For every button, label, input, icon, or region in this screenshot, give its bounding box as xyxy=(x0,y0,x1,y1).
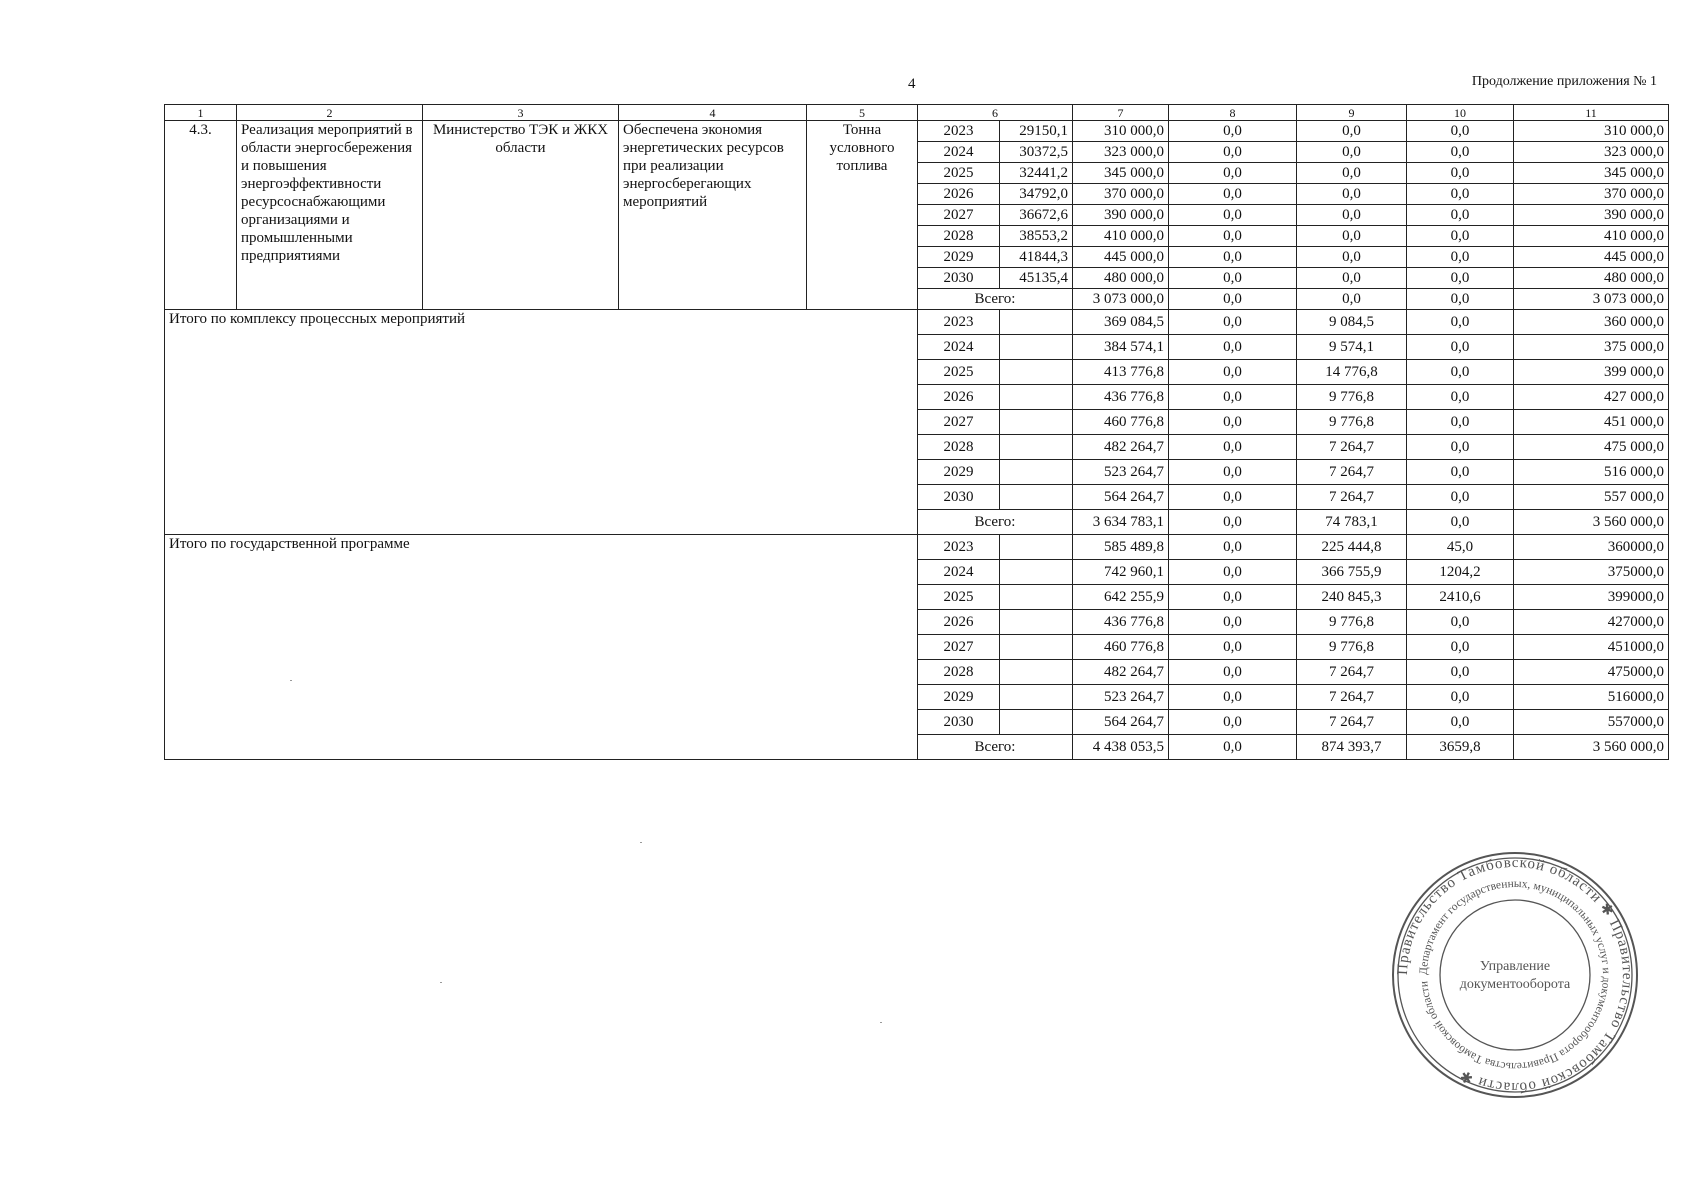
federal-funding-cell: 0,0 xyxy=(1169,560,1297,585)
total-funding-cell: 3 634 783,1 xyxy=(1073,510,1169,535)
regional-funding-cell: 0,0 xyxy=(1297,226,1407,247)
year-cell: 2030 xyxy=(918,710,1000,735)
extra-budget-cell: 310 000,0 xyxy=(1514,121,1669,142)
total-label: Всего: xyxy=(918,735,1073,760)
table-body xyxy=(165,105,1669,760)
total-funding-cell: 323 000,0 xyxy=(1073,142,1169,163)
indicator-cell: 41844,3 xyxy=(1000,247,1073,268)
year-cell: 2025 xyxy=(918,585,1000,610)
extra-budget-cell: 557 000,0 xyxy=(1514,485,1669,510)
year-cell: 2029 xyxy=(918,247,1000,268)
extra-budget-cell: 3 560 000,0 xyxy=(1514,735,1669,760)
federal-funding-cell: 0,0 xyxy=(1169,226,1297,247)
stamp-center-line1: Управление xyxy=(1479,959,1551,974)
local-funding-cell: 0,0 xyxy=(1407,205,1514,226)
local-funding-cell: 0,0 xyxy=(1407,635,1514,660)
federal-funding-cell: 0,0 xyxy=(1169,335,1297,360)
federal-funding-cell: 0,0 xyxy=(1169,184,1297,205)
column-number-2: 2 xyxy=(237,105,423,121)
total-funding-cell: 4 438 053,5 xyxy=(1073,735,1169,760)
year-cell: 2024 xyxy=(918,560,1000,585)
regional-funding-cell: 9 574,1 xyxy=(1297,335,1407,360)
regional-funding-cell: 874 393,7 xyxy=(1297,735,1407,760)
federal-funding-cell: 0,0 xyxy=(1169,121,1297,142)
empty-indicator-cell xyxy=(1000,710,1073,735)
extra-budget-cell: 399000,0 xyxy=(1514,585,1669,610)
local-funding-cell: 0,0 xyxy=(1407,121,1514,142)
federal-funding-cell: 0,0 xyxy=(1169,435,1297,460)
local-funding-cell: 0,0 xyxy=(1407,226,1514,247)
measure-name: Реализация мероприятий в области энергосбережения и повышения энергоэффективности ресурсоснабжающими организациями и промышленными предприятиями xyxy=(237,121,423,310)
empty-indicator-cell xyxy=(1000,635,1073,660)
year-cell: 2027 xyxy=(918,205,1000,226)
stamp-center-line2: документооборота xyxy=(1459,977,1571,992)
stamp-outer-text: Правительство Тамбовской области ✱ Правительство Тамбовской области ✱ xyxy=(1394,854,1636,1096)
year-cell: 2026 xyxy=(918,610,1000,635)
regional-funding-cell: 14 776,8 xyxy=(1297,360,1407,385)
column-number-6: 6 xyxy=(918,105,1073,121)
federal-funding-cell: 0,0 xyxy=(1169,410,1297,435)
empty-indicator-cell xyxy=(1000,385,1073,410)
empty-indicator-cell xyxy=(1000,410,1073,435)
stamp-inner-ring xyxy=(1440,900,1590,1050)
extra-budget-cell: 516 000,0 xyxy=(1514,460,1669,485)
local-funding-cell: 0,0 xyxy=(1407,385,1514,410)
regional-funding-cell: 0,0 xyxy=(1297,142,1407,163)
scan-speck xyxy=(880,1022,882,1023)
local-funding-cell: 0,0 xyxy=(1407,685,1514,710)
total-funding-cell: 482 264,7 xyxy=(1073,435,1169,460)
empty-indicator-cell xyxy=(1000,685,1073,710)
total-label: Всего: xyxy=(918,510,1073,535)
year-cell: 2026 xyxy=(918,184,1000,205)
federal-funding-cell: 0,0 xyxy=(1169,385,1297,410)
extra-budget-cell: 451 000,0 xyxy=(1514,410,1669,435)
page-number: 4 xyxy=(908,76,916,92)
federal-funding-cell: 0,0 xyxy=(1169,289,1297,310)
column-number-row xyxy=(165,105,1669,121)
local-funding-cell: 1204,2 xyxy=(1407,560,1514,585)
local-funding-cell: 0,0 xyxy=(1407,163,1514,184)
extra-budget-cell: 3 073 000,0 xyxy=(1514,289,1669,310)
extra-budget-cell: 345 000,0 xyxy=(1514,163,1669,184)
regional-funding-cell: 0,0 xyxy=(1297,121,1407,142)
total-funding-cell: 642 255,9 xyxy=(1073,585,1169,610)
local-funding-cell: 45,0 xyxy=(1407,535,1514,560)
year-cell: 2027 xyxy=(918,410,1000,435)
regional-funding-cell: 7 264,7 xyxy=(1297,435,1407,460)
local-funding-cell: 0,0 xyxy=(1407,335,1514,360)
indicator-cell: 36672,6 xyxy=(1000,205,1073,226)
regional-funding-cell: 74 783,1 xyxy=(1297,510,1407,535)
federal-funding-cell: 0,0 xyxy=(1169,163,1297,184)
column-number-8: 8 xyxy=(1169,105,1297,121)
year-cell: 2023 xyxy=(918,310,1000,335)
column-number-4: 4 xyxy=(619,105,807,121)
column-number-10: 10 xyxy=(1407,105,1514,121)
year-cell: 2027 xyxy=(918,635,1000,660)
regional-funding-cell: 7 264,7 xyxy=(1297,460,1407,485)
extra-budget-cell: 3 560 000,0 xyxy=(1514,510,1669,535)
total-funding-cell: 345 000,0 xyxy=(1073,163,1169,184)
federal-funding-cell: 0,0 xyxy=(1169,310,1297,335)
year-cell: 2030 xyxy=(918,485,1000,510)
extra-budget-cell: 390 000,0 xyxy=(1514,205,1669,226)
extra-budget-cell: 451000,0 xyxy=(1514,635,1669,660)
empty-indicator-cell xyxy=(1000,310,1073,335)
extra-budget-cell: 445 000,0 xyxy=(1514,247,1669,268)
budget-table xyxy=(164,104,1669,760)
regional-funding-cell: 9 776,8 xyxy=(1297,385,1407,410)
indicator-cell: 45135,4 xyxy=(1000,268,1073,289)
total-funding-cell: 523 264,7 xyxy=(1073,685,1169,710)
scan-speck xyxy=(440,982,442,983)
federal-funding-cell: 0,0 xyxy=(1169,710,1297,735)
total-funding-cell: 460 776,8 xyxy=(1073,635,1169,660)
program-total-title: Итого по государственной программе xyxy=(165,535,918,760)
local-funding-cell: 0,0 xyxy=(1407,184,1514,205)
year-cell: 2026 xyxy=(918,385,1000,410)
extra-budget-cell: 427000,0 xyxy=(1514,610,1669,635)
regional-funding-cell: 7 264,7 xyxy=(1297,660,1407,685)
empty-indicator-cell xyxy=(1000,585,1073,610)
total-funding-cell: 310 000,0 xyxy=(1073,121,1169,142)
measure-row xyxy=(165,121,1669,142)
measure-result: Обеспечена экономия энергетических ресурсов при реализации энергосберегающих мероприятий xyxy=(619,121,807,310)
extra-budget-cell: 360 000,0 xyxy=(1514,310,1669,335)
extra-budget-cell: 475000,0 xyxy=(1514,660,1669,685)
total-label: Всего: xyxy=(918,289,1073,310)
federal-funding-cell: 0,0 xyxy=(1169,460,1297,485)
regional-funding-cell: 0,0 xyxy=(1297,205,1407,226)
regional-funding-cell: 9 776,8 xyxy=(1297,635,1407,660)
total-funding-cell: 445 000,0 xyxy=(1073,247,1169,268)
federal-funding-cell: 0,0 xyxy=(1169,247,1297,268)
local-funding-cell: 0,0 xyxy=(1407,360,1514,385)
total-funding-cell: 436 776,8 xyxy=(1073,385,1169,410)
total-funding-cell: 742 960,1 xyxy=(1073,560,1169,585)
local-funding-cell: 3659,8 xyxy=(1407,735,1514,760)
federal-funding-cell: 0,0 xyxy=(1169,510,1297,535)
extra-budget-cell: 516000,0 xyxy=(1514,685,1669,710)
extra-budget-cell: 557000,0 xyxy=(1514,710,1669,735)
extra-budget-cell: 410 000,0 xyxy=(1514,226,1669,247)
column-number-9: 9 xyxy=(1297,105,1407,121)
local-funding-cell: 0,0 xyxy=(1407,460,1514,485)
empty-indicator-cell xyxy=(1000,535,1073,560)
empty-indicator-cell xyxy=(1000,335,1073,360)
total-funding-cell: 523 264,7 xyxy=(1073,460,1169,485)
total-funding-cell: 564 264,7 xyxy=(1073,485,1169,510)
year-cell: 2029 xyxy=(918,460,1000,485)
total-funding-cell: 384 574,1 xyxy=(1073,335,1169,360)
extra-budget-cell: 480 000,0 xyxy=(1514,268,1669,289)
indicator-cell: 38553,2 xyxy=(1000,226,1073,247)
federal-funding-cell: 0,0 xyxy=(1169,735,1297,760)
year-cell: 2030 xyxy=(918,268,1000,289)
column-number-5: 5 xyxy=(807,105,918,121)
empty-indicator-cell xyxy=(1000,560,1073,585)
year-cell: 2023 xyxy=(918,535,1000,560)
column-number-7: 7 xyxy=(1073,105,1169,121)
regional-funding-cell: 0,0 xyxy=(1297,289,1407,310)
indicator-cell: 34792,0 xyxy=(1000,184,1073,205)
local-funding-cell: 0,0 xyxy=(1407,289,1514,310)
federal-funding-cell: 0,0 xyxy=(1169,535,1297,560)
regional-funding-cell: 9 084,5 xyxy=(1297,310,1407,335)
indicator-cell: 30372,5 xyxy=(1000,142,1073,163)
measure-unit: Тонна условного топлива xyxy=(807,121,918,310)
extra-budget-cell: 399 000,0 xyxy=(1514,360,1669,385)
empty-indicator-cell xyxy=(1000,485,1073,510)
total-funding-cell: 410 000,0 xyxy=(1073,226,1169,247)
empty-indicator-cell xyxy=(1000,660,1073,685)
year-cell: 2025 xyxy=(918,163,1000,184)
local-funding-cell: 0,0 xyxy=(1407,485,1514,510)
regional-funding-cell: 240 845,3 xyxy=(1297,585,1407,610)
total-funding-cell: 369 084,5 xyxy=(1073,310,1169,335)
federal-funding-cell: 0,0 xyxy=(1169,610,1297,635)
extra-budget-cell: 323 000,0 xyxy=(1514,142,1669,163)
regional-funding-cell: 0,0 xyxy=(1297,184,1407,205)
indicator-cell: 32441,2 xyxy=(1000,163,1073,184)
local-funding-cell: 0,0 xyxy=(1407,435,1514,460)
column-number-3: 3 xyxy=(423,105,619,121)
total-funding-cell: 370 000,0 xyxy=(1073,184,1169,205)
scan-speck xyxy=(290,680,292,681)
column-number-1: 1 xyxy=(165,105,237,121)
empty-indicator-cell xyxy=(1000,610,1073,635)
measure-responsible: Министерство ТЭК и ЖКХ области xyxy=(423,121,619,310)
extra-budget-cell: 475 000,0 xyxy=(1514,435,1669,460)
federal-funding-cell: 0,0 xyxy=(1169,635,1297,660)
regional-funding-cell: 9 776,8 xyxy=(1297,610,1407,635)
regional-funding-cell: 0,0 xyxy=(1297,247,1407,268)
federal-funding-cell: 0,0 xyxy=(1169,205,1297,226)
total-funding-cell: 3 073 000,0 xyxy=(1073,289,1169,310)
continuation-label: Продолжение приложения № 1 xyxy=(1471,74,1657,89)
total-funding-cell: 413 776,8 xyxy=(1073,360,1169,385)
local-funding-cell: 0,0 xyxy=(1407,510,1514,535)
regional-funding-cell: 7 264,7 xyxy=(1297,685,1407,710)
complex-total-row xyxy=(165,310,1669,335)
extra-budget-cell: 375000,0 xyxy=(1514,560,1669,585)
year-cell: 2024 xyxy=(918,142,1000,163)
local-funding-cell: 0,0 xyxy=(1407,710,1514,735)
regional-funding-cell: 7 264,7 xyxy=(1297,485,1407,510)
extra-budget-cell: 360000,0 xyxy=(1514,535,1669,560)
federal-funding-cell: 0,0 xyxy=(1169,585,1297,610)
empty-indicator-cell xyxy=(1000,360,1073,385)
total-funding-cell: 564 264,7 xyxy=(1073,710,1169,735)
empty-indicator-cell xyxy=(1000,460,1073,485)
federal-funding-cell: 0,0 xyxy=(1169,660,1297,685)
extra-budget-cell: 427 000,0 xyxy=(1514,385,1669,410)
regional-funding-cell: 225 444,8 xyxy=(1297,535,1407,560)
year-cell: 2025 xyxy=(918,360,1000,385)
total-funding-cell: 585 489,8 xyxy=(1073,535,1169,560)
regional-funding-cell: 0,0 xyxy=(1297,268,1407,289)
complex-total-title: Итого по комплексу процессных мероприятий xyxy=(165,310,918,535)
extra-budget-cell: 375 000,0 xyxy=(1514,335,1669,360)
measure-number: 4.3. xyxy=(165,121,237,310)
year-cell: 2028 xyxy=(918,226,1000,247)
extra-budget-cell: 370 000,0 xyxy=(1514,184,1669,205)
local-funding-cell: 0,0 xyxy=(1407,410,1514,435)
local-funding-cell: 2410,6 xyxy=(1407,585,1514,610)
total-funding-cell: 482 264,7 xyxy=(1073,660,1169,685)
stamp-inner-text: Департамент государственных, муниципальных услуг и документооборота Правительства Тамбовской области xyxy=(1417,877,1613,1073)
regional-funding-cell: 0,0 xyxy=(1297,163,1407,184)
total-funding-cell: 390 000,0 xyxy=(1073,205,1169,226)
regional-funding-cell: 7 264,7 xyxy=(1297,710,1407,735)
year-cell: 2023 xyxy=(918,121,1000,142)
local-funding-cell: 0,0 xyxy=(1407,268,1514,289)
year-cell: 2028 xyxy=(918,660,1000,685)
federal-funding-cell: 0,0 xyxy=(1169,685,1297,710)
year-cell: 2028 xyxy=(918,435,1000,460)
local-funding-cell: 0,0 xyxy=(1407,247,1514,268)
empty-indicator-cell xyxy=(1000,435,1073,460)
total-funding-cell: 436 776,8 xyxy=(1073,610,1169,635)
local-funding-cell: 0,0 xyxy=(1407,310,1514,335)
column-number-11: 11 xyxy=(1514,105,1669,121)
year-cell: 2029 xyxy=(918,685,1000,710)
round-seal-stamp xyxy=(1390,850,1640,1100)
local-funding-cell: 0,0 xyxy=(1407,142,1514,163)
total-funding-cell: 480 000,0 xyxy=(1073,268,1169,289)
federal-funding-cell: 0,0 xyxy=(1169,360,1297,385)
total-funding-cell: 460 776,8 xyxy=(1073,410,1169,435)
local-funding-cell: 0,0 xyxy=(1407,660,1514,685)
indicator-cell: 29150,1 xyxy=(1000,121,1073,142)
scan-speck xyxy=(640,842,642,843)
local-funding-cell: 0,0 xyxy=(1407,610,1514,635)
year-cell: 2024 xyxy=(918,335,1000,360)
program-total-row xyxy=(165,535,1669,560)
regional-funding-cell: 366 755,9 xyxy=(1297,560,1407,585)
federal-funding-cell: 0,0 xyxy=(1169,268,1297,289)
federal-funding-cell: 0,0 xyxy=(1169,485,1297,510)
federal-funding-cell: 0,0 xyxy=(1169,142,1297,163)
regional-funding-cell: 9 776,8 xyxy=(1297,410,1407,435)
